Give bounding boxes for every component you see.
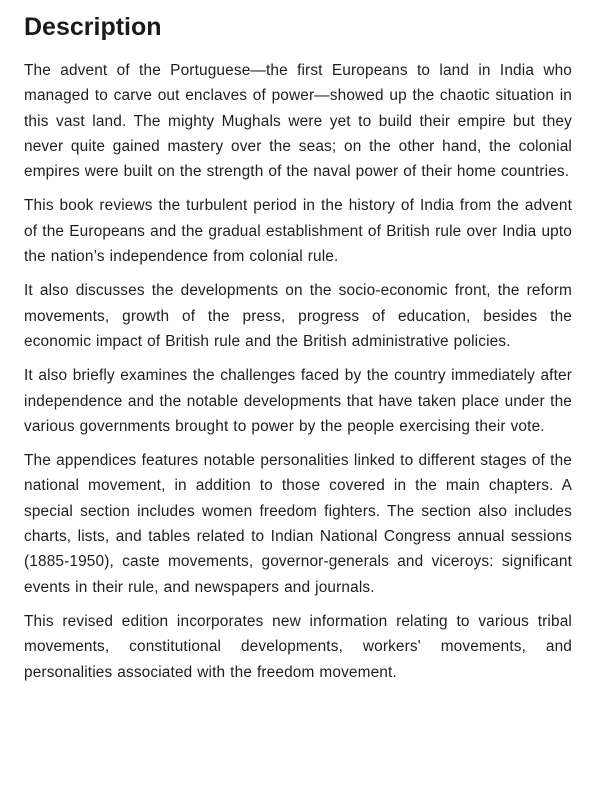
paragraph-portuguese-advent: The advent of the Portuguese—the first Europeans to land in India who managed to carve out enclaves of power—showed up the chaotic situation in this vast land. The mighty Mughals were yet to build their empire but they never quite gained mastery over the seas; on the other hand, the colonial empires were built on the strength of the naval power of their home countries. [24, 62, 572, 181]
paragraph-revised-edition: This revised edition incorporates new information relating to various tribal movements, constitutional developments, workers' movements, and personalities associated with the freedom movement. [24, 612, 572, 681]
paragraph-post-independence: It also briefly examines the challenges faced by the country immediately after independence and the notable developments that have taken place under the various governments brought to power by the people exercising their vote. [24, 367, 572, 435]
description-page [24, 10, 572, 694]
paragraph-book-review: This book reviews the turbulent period in the history of India from the advent of the Europeans and the gradual establishment of British rule over India upto the nation’s independence from colonial rule. [24, 197, 572, 266]
paragraph-socio-economic: It also discusses the developments on the socio-economic front, the reform movements, growth of the press, progress of education, besides the economic impact of British rule and the British administrative policies. [24, 282, 572, 350]
page-title: Description [24, 13, 162, 41]
paragraph-appendices: The appendices features notable personalities linked to different stages of the national movement, in addition to those covered in the main chapters. A special section includes women freedom fighters. The section also includes charts, lists, and tables related to Indian National Congress annual sessions (1885-1950), caste movements, governor-generals and viceroys: significant events in their rule, and newspapers and journals. [24, 452, 572, 596]
